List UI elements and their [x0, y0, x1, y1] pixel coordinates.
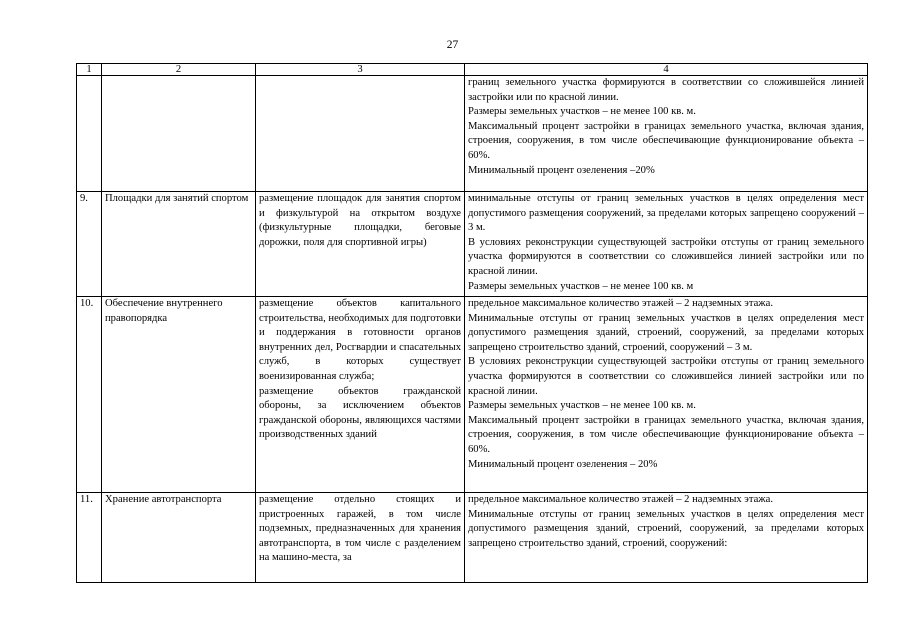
row-number — [77, 76, 102, 192]
row-description — [256, 76, 465, 192]
row-parameters — [465, 192, 868, 297]
row-use-name — [102, 76, 256, 192]
description-text: размещение объектов капитального строительства, необходимых для подготовки и поддержания в готовности органов внутренних дел, Росгвардии и спасательных служб, в которых существует военизированная служба; — [259, 298, 461, 382]
row-description — [256, 297, 465, 493]
param-text: предельное максимальное количество этажей – 2 надземных этажа. — [468, 298, 773, 309]
param-text: Минимальный процент озеленения – 20% — [468, 458, 658, 470]
param-text: Размеры земельных участков – не менее 100 кв. м — [468, 280, 694, 292]
description-text: размещение площадок для занятия спортом и физкультурой на открытом воздухе (физкультурные площадки, беговые дорожки, поля для спортивной игры) — [259, 193, 461, 248]
header-cell: 3 — [256, 64, 465, 76]
row-use-name: Площадки для занятий спортом — [102, 192, 256, 297]
row-number: 9. — [77, 192, 102, 297]
param-text: Минимальные отступы от границ земельных участков в целях определения мест допустимого размещения зданий, строений, сооружений, за пределами которых запрещено строительство зданий, строений, сооружений – 3 м. — [468, 312, 864, 353]
row-description — [256, 192, 465, 297]
table-row — [77, 192, 868, 297]
param-text: Размеры земельных участков – не менее 100 кв. м. — [468, 400, 696, 412]
param-text: Минимальный процент озеленения –20% — [468, 164, 655, 176]
param-text: границ земельного участка формируются в соответствии со сложившейся линией застройки или по красной линии. — [468, 77, 864, 103]
table-row — [77, 297, 868, 493]
param-text: Минимальные отступы от границ земельных участков в целях определения мест допустимого размещения зданий, строений, сооружений, за пределами которых запрещено строительство зданий, строений, сооружений: — [468, 508, 864, 549]
param-text: предельное максимальное количество этажей – 2 надземных этажа. — [468, 494, 773, 505]
table-row — [77, 76, 868, 192]
header-cell: 2 — [102, 64, 256, 76]
header-cell: 1 — [77, 64, 102, 76]
row-description — [256, 493, 465, 583]
param-text: Максимальный процент застройки в границах земельного участка, включая здания, строения, сооружения, в том числе обеспечивающие функционирование объекта – 60%. — [468, 414, 864, 455]
table-header-row — [77, 64, 868, 76]
header-cell: 4 — [465, 64, 868, 76]
row-number: 11. — [77, 493, 102, 583]
row-use-name: Обеспечение внутреннего правопорядка — [102, 297, 256, 493]
row-use-name: Хранение автотранспорта — [102, 493, 256, 583]
row-parameters — [465, 493, 868, 583]
land-use-table — [76, 63, 868, 583]
page-number: 27 — [446, 39, 459, 51]
param-text: Размеры земельных участков – не менее 100 кв. м. — [468, 106, 696, 118]
description-text: размещение отдельно стоящих и пристроенных гаражей, в том числе подземных, предназначенных для хранения автотранспорта, в том числе с разделением на машино-места, за — [259, 494, 461, 564]
row-number: 10. — [77, 297, 102, 493]
description-text: размещение объектов гражданской обороны, за исключением объектов гражданской обороны, являющихся частями производственных зданий — [259, 385, 461, 441]
param-text: Максимальный процент застройки в границах земельного участка, включая здания, строения, сооружения, в том числе обеспечивающие функционирование объекта – 60%. — [468, 120, 864, 161]
table-row — [77, 493, 868, 583]
param-text: В условиях реконструкции существующей застройки отступы от границ земельного участка формируются в соответствии со сложившейся линией застройки или по красной линии. — [468, 236, 864, 277]
row-parameters — [465, 297, 868, 493]
param-text: минимальные отступы от границ земельных участков в целях определения мест допустимого размещения сооружений, за пределами которых запрещено сооружений – 3 м. — [468, 193, 864, 234]
param-text: В условиях реконструкции существующей застройки отступы от границ земельного участка формируются в соответствии со сложившейся линией застройки или по красной линии. — [468, 356, 864, 397]
row-parameters — [465, 76, 868, 192]
